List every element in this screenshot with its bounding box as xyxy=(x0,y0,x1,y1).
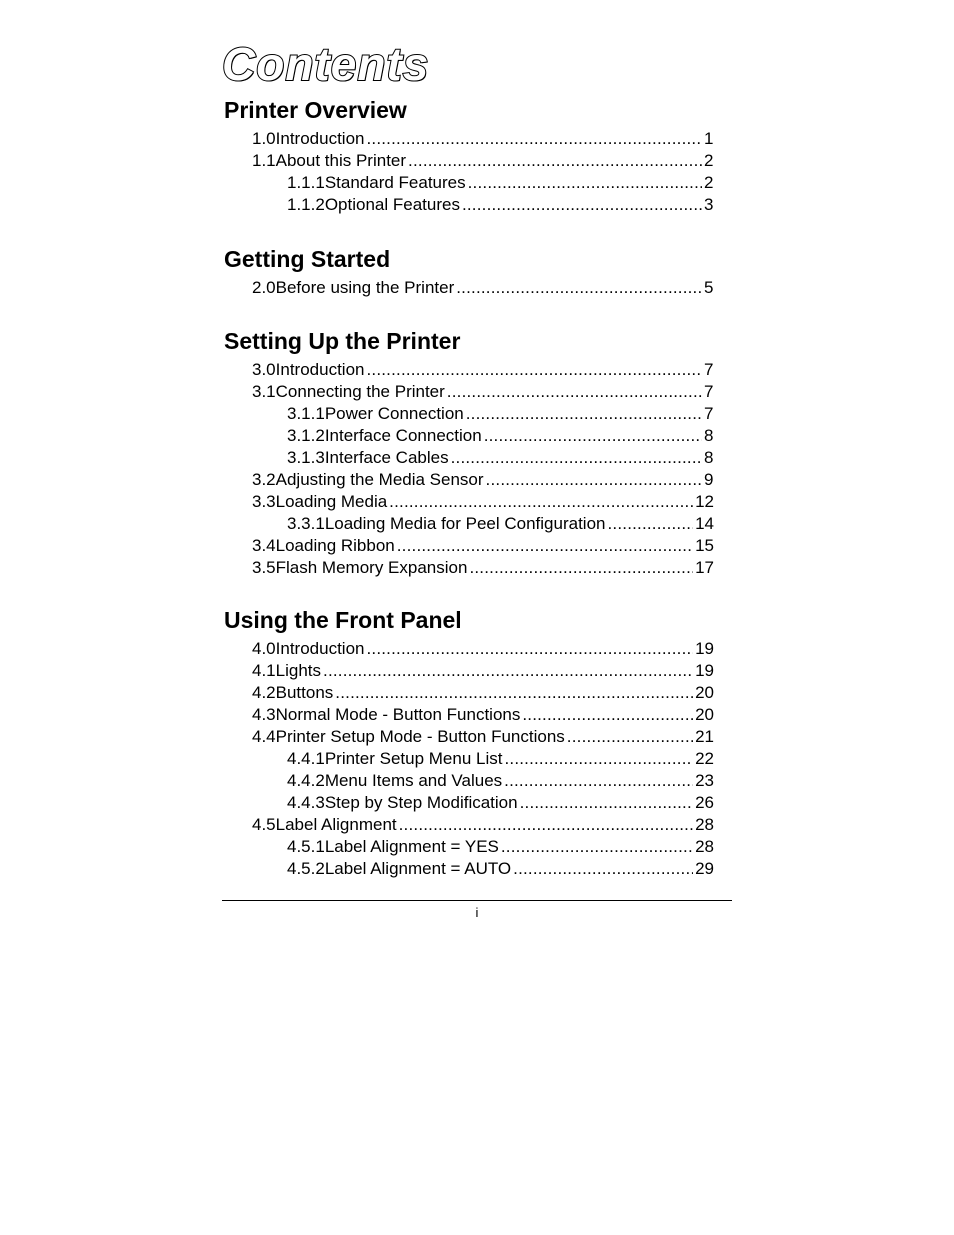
entry-number: 4.2 xyxy=(252,683,276,702)
dot-leader xyxy=(522,704,693,726)
entry-number: 1.0 xyxy=(252,129,276,148)
entry-title: Loading Media for Peel Configuration xyxy=(324,514,606,533)
entry-page-number: 7 xyxy=(704,360,714,379)
entry-title: Introduction xyxy=(275,639,365,658)
entry-number: 4.4 xyxy=(252,727,276,746)
entry-title: Power Connection xyxy=(324,404,464,423)
toc-entry[interactable] xyxy=(287,792,714,814)
toc-entry[interactable] xyxy=(252,726,714,748)
entry-page-number: 23 xyxy=(695,771,714,790)
entry-number: 4.5 xyxy=(252,815,276,834)
toc-section-setting-up xyxy=(224,327,724,579)
dot-leader xyxy=(462,194,702,216)
footer-page-number: i xyxy=(475,905,479,920)
toc-section-getting-started xyxy=(224,245,724,299)
dot-leader xyxy=(399,814,693,836)
dot-leader xyxy=(486,469,702,491)
entry-title: Buttons xyxy=(275,683,334,702)
toc-entry[interactable] xyxy=(287,513,714,535)
dot-leader xyxy=(466,403,702,425)
toc-entry[interactable] xyxy=(287,172,714,194)
toc-section-front-panel xyxy=(224,606,724,880)
entry-number: 3.1.1 xyxy=(287,404,325,423)
entry-page-number: 28 xyxy=(695,837,714,856)
entry-title: Flash Memory Expansion xyxy=(275,558,468,577)
entry-title: Loading Ribbon xyxy=(275,536,395,555)
dot-leader xyxy=(456,277,702,299)
entry-number: 4.3 xyxy=(252,705,276,724)
entry-page-number: 3 xyxy=(704,195,714,214)
entry-page-number: 21 xyxy=(695,727,714,746)
entry-number: 4.1 xyxy=(252,661,276,680)
toc-entry[interactable] xyxy=(252,128,714,150)
toc-entry[interactable] xyxy=(252,491,714,513)
dot-leader xyxy=(468,172,702,194)
entry-number: 3.1 xyxy=(252,382,276,401)
toc-entry-list xyxy=(224,638,724,880)
entry-title: Step by Step Modification xyxy=(324,793,518,812)
toc-entry[interactable] xyxy=(252,814,714,836)
entry-page-number: 7 xyxy=(704,382,714,401)
entry-page-number: 7 xyxy=(704,404,714,423)
entry-number: 4.4.2 xyxy=(287,771,325,790)
entry-page-number: 2 xyxy=(704,173,714,192)
entry-page-number: 5 xyxy=(704,278,714,297)
entry-number: 3.1.2 xyxy=(287,426,325,445)
entry-page-number: 9 xyxy=(704,470,714,489)
entry-page-number: 22 xyxy=(695,749,714,768)
entry-page-number: 14 xyxy=(695,514,714,533)
dot-leader xyxy=(389,491,693,513)
dot-leader xyxy=(608,513,694,535)
dot-leader xyxy=(323,660,693,682)
entry-page-number: 8 xyxy=(704,426,714,445)
entry-number: 3.2 xyxy=(252,470,276,489)
toc-entry-list xyxy=(224,359,724,579)
toc-entry[interactable] xyxy=(287,194,714,216)
entry-page-number: 26 xyxy=(695,793,714,812)
entry-title: Introduction xyxy=(275,360,365,379)
toc-entry[interactable] xyxy=(287,447,714,469)
dot-leader xyxy=(366,638,693,660)
entry-page-number: 17 xyxy=(695,558,714,577)
toc-entry[interactable] xyxy=(252,682,714,704)
dot-leader xyxy=(501,836,693,858)
dot-leader xyxy=(335,682,693,704)
entry-number: 4.4.1 xyxy=(287,749,325,768)
dot-leader xyxy=(366,128,702,150)
toc-entry[interactable] xyxy=(252,535,714,557)
entry-title: Adjusting the Media Sensor xyxy=(275,470,484,489)
entry-title: Label Alignment = YES xyxy=(324,837,499,856)
entry-title: Menu Items and Values xyxy=(324,771,503,790)
dot-leader xyxy=(469,557,693,579)
entry-page-number: 15 xyxy=(695,536,714,555)
section-heading: Printer Overview xyxy=(224,97,407,123)
entry-title: Printer Setup Menu List xyxy=(324,749,503,768)
toc-entry[interactable] xyxy=(252,704,714,726)
entry-number: 1.1.1 xyxy=(287,173,325,192)
toc-entry[interactable] xyxy=(252,469,714,491)
section-heading: Using the Front Panel xyxy=(224,607,462,633)
dot-leader xyxy=(484,425,702,447)
dot-leader xyxy=(567,726,693,748)
dot-leader xyxy=(520,792,693,814)
toc-entry[interactable] xyxy=(287,748,714,770)
entry-title: Optional Features xyxy=(324,195,460,214)
entry-title: Interface Cables xyxy=(324,448,449,467)
entry-title: Label Alignment xyxy=(275,815,397,834)
entry-page-number: 20 xyxy=(695,705,714,724)
entry-number: 1.1.2 xyxy=(287,195,325,214)
entry-title: Standard Features xyxy=(324,173,466,192)
entry-page-number: 1 xyxy=(704,129,714,148)
toc-entry[interactable] xyxy=(252,638,714,660)
toc-entry[interactable] xyxy=(287,836,714,858)
entry-title: Printer Setup Mode - Button Functions xyxy=(275,727,565,746)
entry-title: Before using the Printer xyxy=(275,278,455,297)
dot-leader xyxy=(451,447,702,469)
toc-entry[interactable] xyxy=(287,403,714,425)
entry-number: 4.5.1 xyxy=(287,837,325,856)
entry-title: Normal Mode - Button Functions xyxy=(275,705,521,724)
entry-number: 3.0 xyxy=(252,360,276,379)
entry-number: 3.5 xyxy=(252,558,276,577)
entry-number: 4.4.3 xyxy=(287,793,325,812)
entry-page-number: 20 xyxy=(695,683,714,702)
entry-page-number: 19 xyxy=(695,661,714,680)
toc-entry[interactable] xyxy=(252,660,714,682)
entry-page-number: 29 xyxy=(695,859,714,878)
entry-number: 3.3.1 xyxy=(287,514,325,533)
entry-number: 4.0 xyxy=(252,639,276,658)
toc-entry[interactable] xyxy=(252,381,714,403)
toc-entry[interactable] xyxy=(287,425,714,447)
footer-divider xyxy=(222,900,732,901)
entry-page-number: 12 xyxy=(695,492,714,511)
toc-entry-list xyxy=(224,128,724,216)
entry-page-number: 28 xyxy=(695,815,714,834)
dot-leader xyxy=(513,858,693,880)
entry-number: 3.4 xyxy=(252,536,276,555)
section-heading: Getting Started xyxy=(224,246,391,272)
page-title: Contents xyxy=(222,38,430,90)
dot-leader xyxy=(504,770,693,792)
entry-number: 1.1 xyxy=(252,151,276,170)
entry-title: Introduction xyxy=(275,129,365,148)
dot-leader xyxy=(366,359,702,381)
toc-section-printer-overview xyxy=(224,96,724,216)
entry-title: Connecting the Printer xyxy=(275,382,445,401)
toc-entry[interactable] xyxy=(252,557,714,579)
entry-page-number: 2 xyxy=(704,151,714,170)
entry-title: Label Alignment = AUTO xyxy=(324,859,512,878)
dot-leader xyxy=(397,535,693,557)
entry-number: 3.1.3 xyxy=(287,448,325,467)
entry-page-number: 8 xyxy=(704,448,714,467)
entry-number: 2.0 xyxy=(252,278,276,297)
entry-title: Loading Media xyxy=(275,492,388,511)
toc-entry[interactable] xyxy=(287,858,714,880)
section-heading: Setting Up the Printer xyxy=(224,328,461,354)
entry-page-number: 19 xyxy=(695,639,714,658)
entry-title: Lights xyxy=(275,661,322,680)
toc-entry[interactable] xyxy=(252,359,714,381)
entry-title: About this Printer xyxy=(275,151,407,170)
dot-leader xyxy=(504,748,693,770)
dot-leader xyxy=(447,381,702,403)
dot-leader xyxy=(408,150,702,172)
toc-entry[interactable] xyxy=(252,150,714,172)
entry-number: 4.5.2 xyxy=(287,859,325,878)
toc-entry[interactable] xyxy=(252,277,714,299)
entry-title: Interface Connection xyxy=(324,426,482,445)
toc-entry[interactable] xyxy=(287,770,714,792)
entry-number: 3.3 xyxy=(252,492,276,511)
toc-entry-list xyxy=(224,277,724,299)
